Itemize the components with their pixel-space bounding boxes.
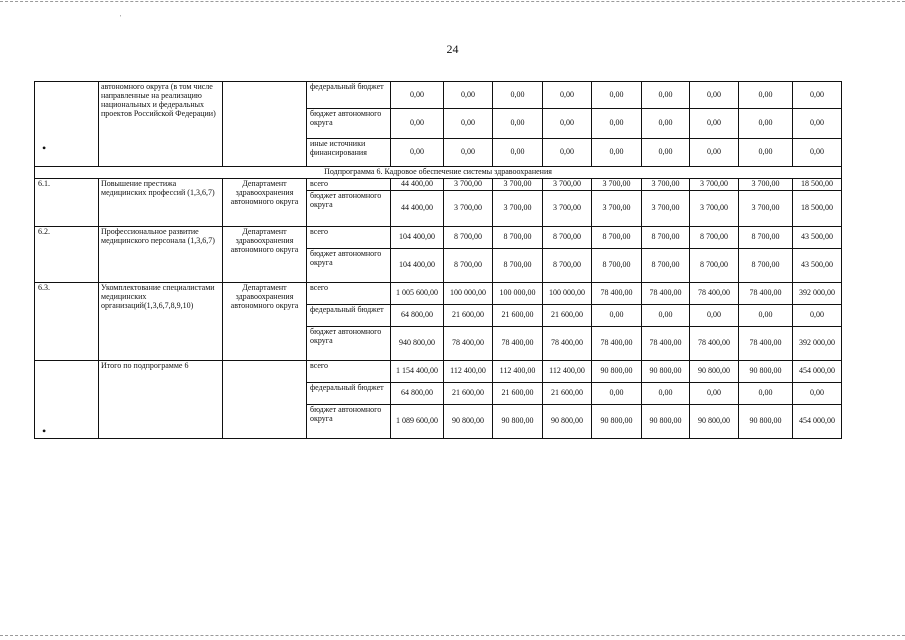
scan-edge-top	[0, 1, 905, 2]
value-cell: 3 700,00	[592, 178, 642, 190]
value-cell: 90 800,00	[543, 404, 592, 438]
table-row	[35, 360, 842, 382]
value-cell: 0,00	[493, 82, 543, 109]
value-cell: 8 700,00	[592, 248, 642, 282]
value-cell: 0,00	[642, 139, 690, 167]
value-cell: 0,00	[690, 382, 739, 404]
item-name: Повышение престижа медицинских профессий (1,3,6,7)	[99, 178, 223, 226]
value-cell: 3 700,00	[690, 190, 739, 226]
source-cell: бюджет автономного округа	[307, 404, 391, 438]
value-cell: 78 400,00	[690, 282, 739, 304]
scan-edge-bottom	[0, 635, 905, 636]
value-cell: 1 005 600,00	[391, 282, 444, 304]
item-executor: Департамент здравоохранения автономного округа	[223, 282, 307, 360]
value-cell: 21 600,00	[543, 304, 592, 326]
value-cell: 90 800,00	[642, 360, 690, 382]
value-cell: 0,00	[642, 304, 690, 326]
value-cell: 0,00	[592, 304, 642, 326]
value-cell: 112 400,00	[543, 360, 592, 382]
item-name: Профессиональное развитие медицинского персонала (1,3,6,7)	[99, 226, 223, 282]
value-cell: 0,00	[690, 82, 739, 109]
value-cell: 104 400,00	[391, 248, 444, 282]
value-cell: 0,00	[739, 109, 793, 139]
value-cell: 3 700,00	[493, 190, 543, 226]
value-cell: 90 800,00	[739, 404, 793, 438]
source-cell: бюджет автономного округа	[307, 248, 391, 282]
value-cell: 64 800,00	[391, 304, 444, 326]
value-cell: 18 500,00	[793, 190, 842, 226]
value-cell: 1 089 600,00	[391, 404, 444, 438]
source-cell: федеральный бюджет	[307, 382, 391, 404]
value-cell: 78 400,00	[543, 326, 592, 360]
value-cell: 64 800,00	[391, 382, 444, 404]
value-cell: 0,00	[793, 82, 842, 109]
value-cell: 78 400,00	[690, 326, 739, 360]
value-cell: 8 700,00	[592, 226, 642, 248]
page-number: 24	[446, 42, 459, 56]
value-cell: 454 000,00	[793, 360, 842, 382]
value-cell: 0,00	[391, 109, 444, 139]
value-cell: 78 400,00	[739, 282, 793, 304]
value-cell: 3 700,00	[493, 178, 543, 190]
value-cell: 0,00	[739, 382, 793, 404]
value-cell: 100 000,00	[543, 282, 592, 304]
value-cell: 0,00	[592, 139, 642, 167]
value-cell: 0,00	[793, 382, 842, 404]
value-cell: 21 600,00	[444, 304, 493, 326]
value-cell: 100 000,00	[444, 282, 493, 304]
value-cell: 18 500,00	[793, 178, 842, 190]
value-cell: 3 700,00	[543, 178, 592, 190]
value-cell: 90 800,00	[739, 360, 793, 382]
value-cell: 0,00	[690, 109, 739, 139]
budget-table	[34, 81, 842, 439]
value-cell: 0,00	[444, 82, 493, 109]
value-cell: 3 700,00	[543, 190, 592, 226]
value-cell: 392 000,00	[793, 282, 842, 304]
value-cell: 78 400,00	[493, 326, 543, 360]
scan-speck: '	[120, 14, 122, 22]
source-cell: бюджет автономного округа	[307, 326, 391, 360]
value-cell: 0,00	[592, 382, 642, 404]
value-cell: 0,00	[543, 109, 592, 139]
value-cell: 21 600,00	[493, 382, 543, 404]
value-cell: 392 000,00	[793, 326, 842, 360]
value-cell: 90 800,00	[690, 404, 739, 438]
source-cell: всего	[307, 178, 391, 190]
value-cell: 3 700,00	[690, 178, 739, 190]
value-cell: 100 000,00	[493, 282, 543, 304]
value-cell: 90 800,00	[642, 404, 690, 438]
value-cell: 0,00	[793, 139, 842, 167]
value-cell: 8 700,00	[739, 248, 793, 282]
value-cell: 0,00	[690, 304, 739, 326]
value-cell: 8 700,00	[642, 248, 690, 282]
value-cell: 0,00	[739, 139, 793, 167]
source-cell: федеральный бюджет	[307, 304, 391, 326]
table-row	[35, 178, 842, 190]
value-cell: 3 700,00	[642, 178, 690, 190]
value-cell: 0,00	[642, 382, 690, 404]
value-cell: 0,00	[739, 82, 793, 109]
value-cell: 104 400,00	[391, 226, 444, 248]
value-cell: 8 700,00	[690, 226, 739, 248]
value-cell: 0,00	[543, 82, 592, 109]
value-cell: 1 154 400,00	[391, 360, 444, 382]
source-cell: всего	[307, 226, 391, 248]
value-cell: 3 700,00	[739, 190, 793, 226]
value-cell: 44 400,00	[391, 178, 444, 190]
value-cell: 21 600,00	[493, 304, 543, 326]
value-cell: 21 600,00	[444, 382, 493, 404]
value-cell: 78 400,00	[642, 282, 690, 304]
value-cell: 0,00	[642, 109, 690, 139]
value-cell: 0,00	[592, 109, 642, 139]
source-cell: бюджет автономного округа	[307, 190, 391, 226]
item-code: 6.2.	[35, 226, 99, 282]
item-code: 6.3.	[35, 282, 99, 360]
value-cell: 43 500,00	[793, 226, 842, 248]
item-executor: Департамент здравоохранения автономного округа	[223, 226, 307, 282]
value-cell: 43 500,00	[793, 248, 842, 282]
table-row	[35, 167, 842, 179]
executor-cell-empty	[223, 82, 307, 167]
value-cell: 0,00	[391, 82, 444, 109]
value-cell: 8 700,00	[690, 248, 739, 282]
value-cell: 0,00	[493, 139, 543, 167]
value-cell: 3 700,00	[642, 190, 690, 226]
value-cell: 0,00	[391, 139, 444, 167]
value-cell: 8 700,00	[543, 248, 592, 282]
value-cell: 0,00	[444, 109, 493, 139]
value-cell: 21 600,00	[543, 382, 592, 404]
value-cell: 78 400,00	[592, 326, 642, 360]
source-cell: федеральный бюджет	[307, 82, 391, 109]
item-name: Укомплектование специалистами медицинских организаций(1,3,6,7,8,9,10)	[99, 282, 223, 360]
value-cell: 90 800,00	[493, 404, 543, 438]
value-cell: 78 400,00	[444, 326, 493, 360]
table-row	[35, 82, 842, 109]
value-cell: 78 400,00	[592, 282, 642, 304]
value-cell: 0,00	[592, 82, 642, 109]
item-executor: Департамент здравоохранения автономного округа	[223, 178, 307, 226]
value-cell: 0,00	[690, 139, 739, 167]
value-cell: 90 800,00	[444, 404, 493, 438]
value-cell: 0,00	[642, 82, 690, 109]
source-cell: бюджет автономного округа	[307, 109, 391, 139]
value-cell: 78 400,00	[739, 326, 793, 360]
value-cell: 0,00	[543, 139, 592, 167]
total-executor-empty	[223, 360, 307, 438]
value-cell: 3 700,00	[592, 190, 642, 226]
value-cell: 8 700,00	[493, 248, 543, 282]
table-row	[35, 226, 842, 248]
value-cell: 3 700,00	[444, 178, 493, 190]
value-cell: 8 700,00	[444, 226, 493, 248]
scan-dot: •	[42, 424, 47, 438]
budget-table-wrapper	[34, 81, 841, 439]
scan-dot: •	[42, 141, 47, 155]
value-cell: 454 000,00	[793, 404, 842, 438]
value-cell: 0,00	[739, 304, 793, 326]
value-cell: 90 800,00	[592, 404, 642, 438]
value-cell: 0,00	[493, 109, 543, 139]
source-cell: всего	[307, 282, 391, 304]
value-cell: 0,00	[444, 139, 493, 167]
value-cell: 78 400,00	[642, 326, 690, 360]
value-cell: 3 700,00	[444, 190, 493, 226]
value-cell: 90 800,00	[592, 360, 642, 382]
value-cell: 112 400,00	[444, 360, 493, 382]
total-name: Итого по подпрограмме 6	[99, 360, 223, 438]
value-cell: 44 400,00	[391, 190, 444, 226]
subprogram-title: Подпрограмма 6. Кадровое обеспечение системы здравоохранения	[35, 167, 842, 179]
value-cell: 8 700,00	[739, 226, 793, 248]
value-cell: 0,00	[793, 109, 842, 139]
table-row	[35, 282, 842, 304]
value-cell: 8 700,00	[543, 226, 592, 248]
item-code: 6.1.	[35, 178, 99, 226]
value-cell: 8 700,00	[444, 248, 493, 282]
continuation-description: автономного округа (в том числе направленные на реализацию национальных и федеральных проектов Российской Федерации)	[99, 82, 223, 167]
value-cell: 940 800,00	[391, 326, 444, 360]
value-cell: 3 700,00	[739, 178, 793, 190]
value-cell: 0,00	[793, 304, 842, 326]
source-cell: иные источники финансирования	[307, 139, 391, 167]
value-cell: 112 400,00	[493, 360, 543, 382]
value-cell: 8 700,00	[642, 226, 690, 248]
value-cell: 90 800,00	[690, 360, 739, 382]
value-cell: 8 700,00	[493, 226, 543, 248]
source-cell: всего	[307, 360, 391, 382]
